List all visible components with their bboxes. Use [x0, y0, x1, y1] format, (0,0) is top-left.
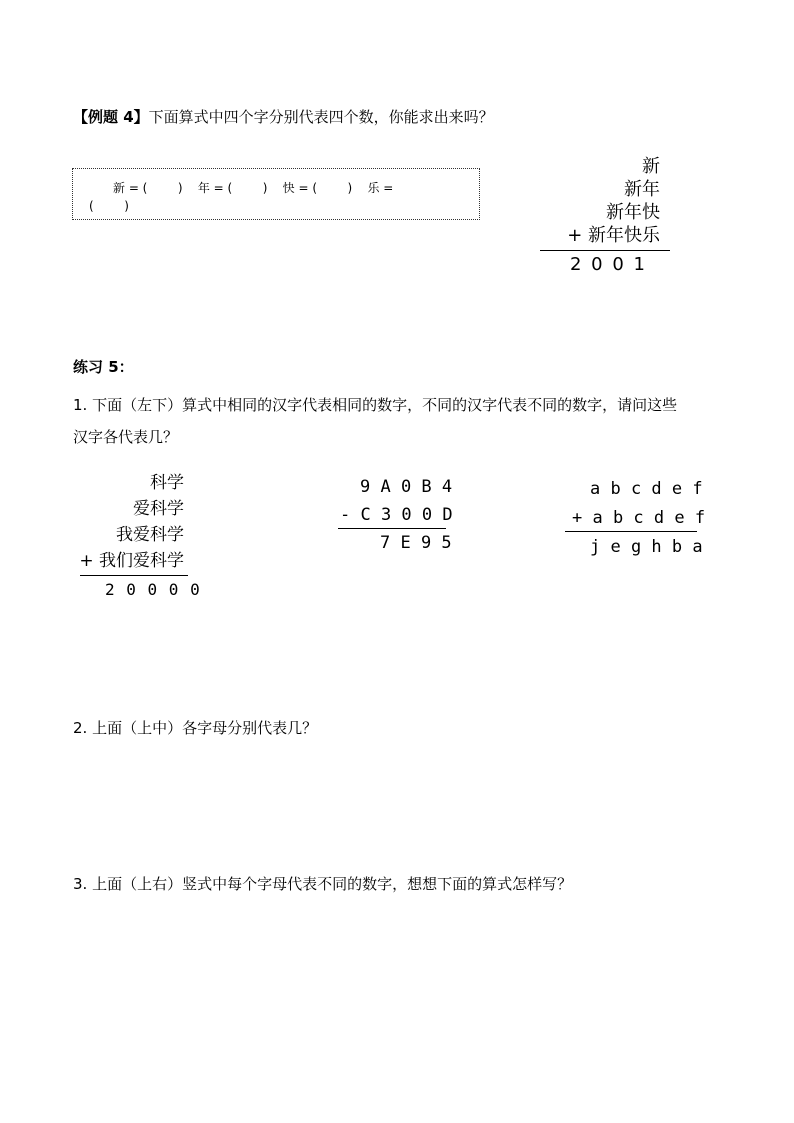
question-1-line-2: 汉字各代表几？ — [73, 428, 179, 446]
question-1-line-1: 1. 下面（左下）算式中相同的汉字代表相同的数字，不同的汉字代表不同的数字，请问这些 — [73, 396, 678, 414]
left-row-2: 爱科学 — [133, 499, 184, 519]
question-2: 2. 上面（上中）各字母分别代表几？ — [73, 719, 318, 737]
right-row-1: a b c d e f — [590, 479, 703, 499]
middle-puzzle-result: 7 E 9 5 — [380, 533, 452, 553]
example-sum-rule — [540, 250, 670, 251]
addend-row-2: 新年 — [624, 179, 660, 200]
right-puzzle-result: j e g h b a — [590, 537, 703, 557]
answer-line-2: ( ) — [89, 199, 129, 213]
addend-row-1: 新 — [642, 156, 660, 177]
answer-box — [72, 168, 480, 220]
question-3: 3. 上面（上右）竖式中每个字母代表不同的数字，想想下面的算式怎样写？ — [73, 875, 573, 893]
left-row-4: + 我们爱科学 — [79, 551, 184, 571]
example-4-title — [73, 106, 494, 127]
example-tag: 【例题 4】 — [73, 108, 149, 126]
left-puzzle — [79, 470, 184, 574]
answer-line-1: 新 = ( ) 年 = ( ) 快 = ( ) 乐 = — [113, 181, 394, 195]
right-row-2: + a b c d e f — [572, 508, 706, 528]
addend-row-4: + 新年快乐 — [567, 225, 660, 246]
middle-puzzle-rule — [338, 528, 446, 529]
left-puzzle-result: 2 0 0 0 0 — [105, 580, 201, 599]
left-row-3: 我爱科学 — [116, 525, 184, 545]
left-puzzle-rule — [80, 575, 188, 576]
left-row-1: 科学 — [150, 473, 184, 493]
example-vertical-addition — [567, 155, 660, 247]
middle-row-1: 9 A 0 B 4 — [360, 477, 453, 497]
right-puzzle-rule — [565, 531, 697, 532]
practice-heading: 练习 5： — [73, 358, 134, 376]
example-sum-result: 2 0 0 1 — [570, 254, 647, 275]
addend-row-3: 新年快 — [606, 202, 660, 223]
example-question: 下面算式中四个字分别代表四个数，你能求出来吗？ — [148, 108, 494, 126]
middle-row-2: - C 3 0 0 D — [340, 505, 453, 525]
